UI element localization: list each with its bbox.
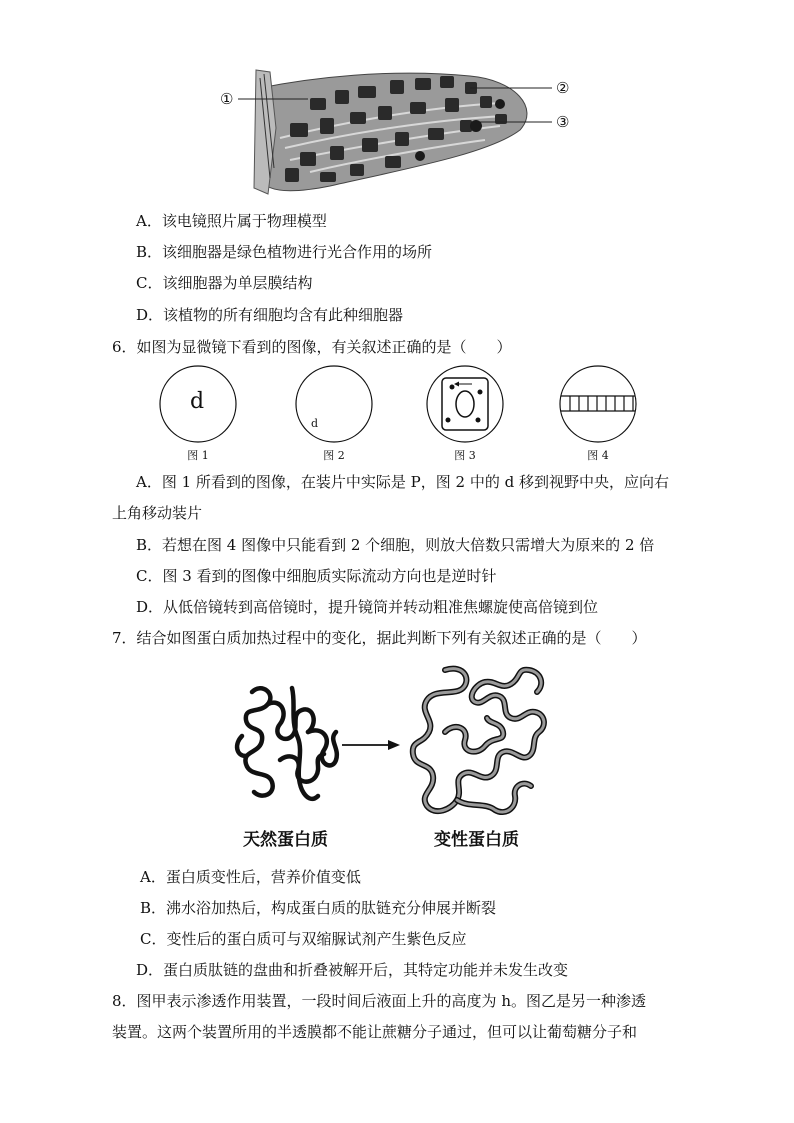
q6-option-a-line2: 上角移动装片 [112,504,203,522]
q8-line1: 8．图甲表示渗透作用装置，一段时间后液面上升的高度为 h。图乙是另一种渗透 [112,992,646,1010]
q7-option-d: D．蛋白质肽链的盘曲和折叠被解开后，其特定功能并未发生改变 [136,961,569,979]
q5-option-d: D．该植物的所有细胞均含有此种细胞器 [136,306,404,324]
microscope-field-fig4 [558,365,638,445]
q7-option-b: B．沸水浴加热后，构成蛋白质的肽链充分伸展并断裂 [140,899,497,917]
q6-option-a-line1: A．图 1 所看到的图像，在装片中实际是 P，图 2 中的 d 移到视野中央，应向右 [136,473,669,491]
fig1-letter: d [190,389,205,414]
q6-option-d: D．从低倍镜转到高倍镜时，提升镜筒并转动粗准焦螺旋使高倍镜到位 [136,598,599,616]
microscope-field-fig3 [425,365,505,445]
callout-2: ② [556,79,570,97]
q7-option-a: A．蛋白质变性后，营养价值变低 [140,868,361,886]
denatured-protein-diagram [405,662,553,820]
native-protein-diagram [232,680,347,805]
fig3-label: 图 3 [454,449,476,462]
chloroplast-micrograph [250,68,540,196]
native-protein-caption: 天然蛋白质 [243,830,328,850]
q5-option-b: B．该细胞器是绿色植物进行光合作用的场所 [136,243,433,261]
callout-3: ③ [556,113,570,131]
callout-1: ① [220,90,234,108]
q6-option-c: C．图 3 看到的图像中细胞质实际流动方向也是逆时针 [136,567,497,585]
q6-option-b: B．若想在图 4 图像中只能看到 2 个细胞，则放大倍数只需增大为原来的 2 倍 [136,536,655,554]
microscope-field-fig2 [294,365,374,445]
q5-option-c: C．该细胞器为单层膜结构 [136,274,313,292]
fig1-label: 图 1 [187,449,209,462]
q8-line2: 装置。这两个装置所用的半透膜都不能让蔗糖分子通过，但可以让葡萄糖分子和 [112,1023,638,1041]
q7-option-c: C．变性后的蛋白质可与双缩脲试剂产生紫色反应 [140,930,467,948]
fig2-letter: d [311,417,319,430]
denatured-protein-caption: 变性蛋白质 [434,830,519,850]
q6-stem: 6．如图为显微镜下看到的图像，有关叙述正确的是（ ） [112,338,512,356]
denaturation-arrow [340,736,402,754]
fig4-label: 图 4 [587,449,609,462]
fig2-label: 图 2 [323,449,345,462]
q7-stem: 7．结合如图蛋白质加热过程中的变化，据此判断下列有关叙述正确的是（ ） [112,629,647,647]
q5-option-a: A．该电镜照片属于物理模型 [136,212,327,230]
